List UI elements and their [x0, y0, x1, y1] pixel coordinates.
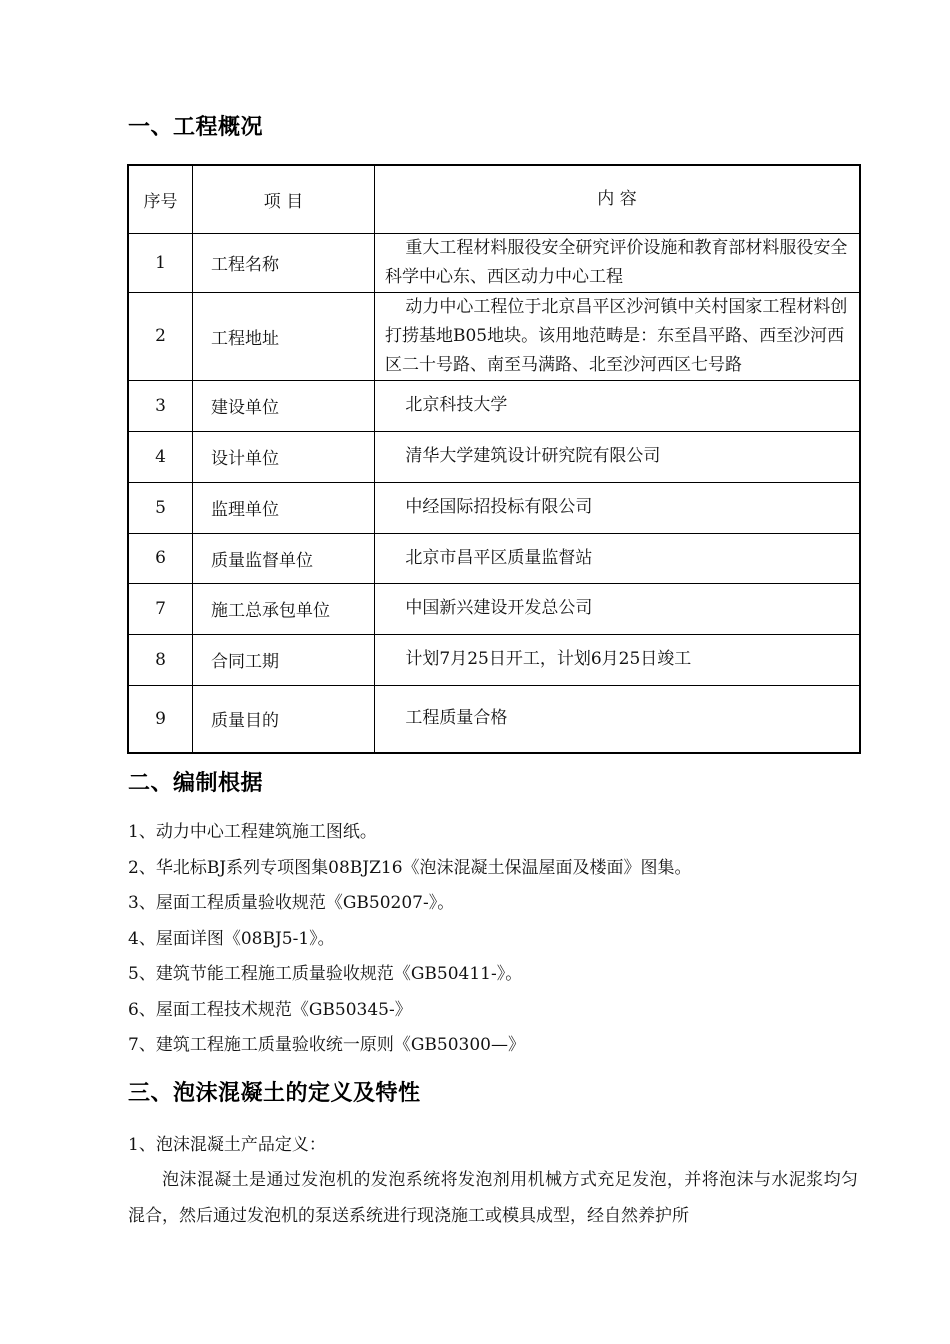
- definition-subtitle: 1、泡沫混凝土产品定义：: [128, 1135, 326, 1155]
- project-overview-table: [127, 164, 861, 754]
- row-no: 8: [128, 634, 193, 685]
- row-content: 工程质量合格: [375, 685, 861, 753]
- header-no: 序号: [128, 165, 193, 233]
- table-row: [128, 431, 860, 482]
- basis-list: [128, 820, 692, 1069]
- row-content: 动力中心工程位于北京昌平区沙河镇中关村国家工程材料创打捞基地B05地块。该用地范畴是：东至昌平路、西至沙河西区二十号路、南至马满路、北至沙河西区七号路: [375, 292, 861, 380]
- list-item: 7、建筑工程施工质量验收统一原则《GB50300—》: [128, 1035, 525, 1055]
- row-item: 施工总承包单位: [193, 583, 375, 634]
- row-no: 5: [128, 482, 193, 533]
- row-no: 6: [128, 533, 193, 583]
- row-no: 7: [128, 583, 193, 634]
- row-no: 1: [128, 233, 193, 292]
- row-content: 中经国际招投标有限公司: [375, 482, 861, 533]
- table-row: [128, 233, 860, 292]
- table-row: [128, 533, 860, 583]
- table-header-row: [128, 165, 860, 233]
- row-no: 4: [128, 431, 193, 482]
- table-row: [128, 292, 860, 380]
- row-no: 3: [128, 380, 193, 431]
- section-title-basis: 二、编制根据: [128, 771, 264, 796]
- list-item: 2、华北标BJ系列专项图集08BJZ16《泡沫混凝土保温屋面及楼面》图集。: [128, 857, 692, 878]
- row-no: 2: [128, 292, 193, 380]
- definition-paragraph: 泡沫混凝土是通过发泡机的发泡系统将发泡剂用机械方式充足发泡，并将泡沫与水泥浆均匀混合，然后通过发泡机的泵送系统进行现浇施工或模具成型，经自然养护所: [128, 1170, 858, 1226]
- table-row: [128, 685, 860, 753]
- list-item: 4、屋面详图《08BJ5-1》。: [128, 928, 335, 949]
- row-item: 建设单位: [193, 380, 375, 431]
- row-no: 9: [128, 685, 193, 753]
- row-item: 合同工期: [193, 634, 375, 685]
- row-item: 设计单位: [193, 431, 375, 482]
- header-item: 项 目: [193, 165, 375, 233]
- list-item: 1、动力中心工程建筑施工图纸。: [128, 822, 377, 842]
- row-content: 北京科技大学: [375, 380, 861, 431]
- table-row: [128, 482, 860, 533]
- section-title-overview: 一、工程概况: [128, 115, 264, 140]
- row-content: 北京市昌平区质量监督站: [375, 533, 861, 583]
- section-title-definition: 三、泡沫混凝土的定义及特性: [128, 1081, 421, 1106]
- table-row: [128, 380, 860, 431]
- list-item: 5、建筑节能工程施工质量验收规范《GB50411-》。: [128, 964, 523, 984]
- row-item: 质量目的: [193, 685, 375, 753]
- table-row: [128, 634, 860, 685]
- row-content: 清华大学建筑设计研究院有限公司: [375, 431, 861, 482]
- row-item: 质量监督单位: [193, 533, 375, 583]
- row-item: 工程地址: [193, 292, 375, 380]
- row-content: 中国新兴建设开发总公司: [375, 583, 861, 634]
- row-item: 工程名称: [193, 233, 375, 292]
- table-row: [128, 583, 860, 634]
- row-content: 重大工程材料服役安全研究评价设施和教育部材料服役安全科学中心东、西区动力中心工程: [375, 233, 861, 292]
- row-item: 监理单位: [193, 482, 375, 533]
- row-content: 计划7月25日开工，计划6月25日竣工: [375, 634, 861, 685]
- list-item: 3、屋面工程质量验收规范《GB50207-》。: [128, 893, 455, 913]
- header-content: 内 容: [375, 165, 861, 233]
- list-item: 6、屋面工程技术规范《GB50345-》: [128, 999, 412, 1020]
